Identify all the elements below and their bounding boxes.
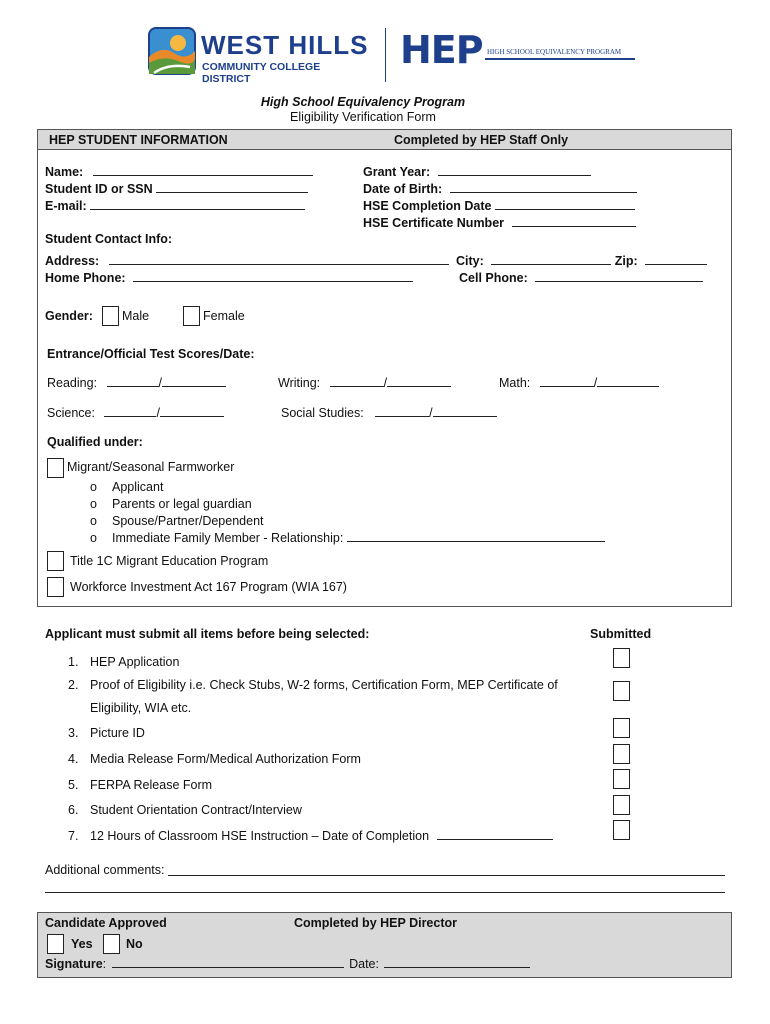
- name-label: Name:: [45, 165, 84, 179]
- social-studies-score-field[interactable]: [375, 416, 429, 417]
- qualified-heading: Qualified under:: [47, 435, 143, 449]
- hse-cert-field[interactable]: [512, 226, 636, 227]
- approved-no-checkbox[interactable]: [103, 934, 120, 954]
- dob-field[interactable]: [450, 192, 637, 193]
- submit-item: 6. Student Orientation Contract/Interview: [68, 803, 302, 817]
- contact-info-label: Student Contact Info:: [45, 232, 173, 246]
- gender-label: Gender:: [45, 309, 93, 323]
- approved-yes-checkbox[interactable]: [47, 934, 64, 954]
- address-field[interactable]: [109, 264, 449, 265]
- submitted-checkbox-3[interactable]: [613, 718, 630, 738]
- hep-logo: HEP: [400, 28, 483, 72]
- dob-label: Date of Birth:: [363, 182, 443, 196]
- science-slash: /: [156, 406, 160, 420]
- wia-label: Workforce Investment Act 167 Program (WIA 167): [70, 580, 347, 594]
- test-scores-heading: Entrance/Official Test Scores/Date:: [47, 347, 255, 361]
- home-phone-field[interactable]: [133, 281, 413, 282]
- hse-completion-field[interactable]: [495, 209, 635, 210]
- college-logo: [148, 27, 370, 85]
- comments-field-line-1[interactable]: [168, 875, 725, 876]
- student-info-header-label: HEP STUDENT INFORMATION: [49, 133, 228, 147]
- bullet: o: [90, 497, 97, 511]
- sub-item-parents: Parents or legal guardian: [112, 497, 252, 511]
- social-studies-slash: /: [429, 406, 433, 420]
- signature-label: Signature: [45, 957, 103, 971]
- comments-label: Additional comments:: [45, 863, 165, 877]
- signature-colon: :: [102, 957, 107, 971]
- migrant-checkbox[interactable]: [47, 458, 64, 478]
- writing-score-field[interactable]: [330, 386, 384, 387]
- science-score-field[interactable]: [104, 416, 156, 417]
- submit-item: 4. Media Release Form/Medical Authorization Form: [68, 752, 361, 766]
- gender-male-label: Male: [122, 309, 150, 323]
- hse-completion-label: HSE Completion Date: [363, 199, 492, 213]
- director-label: Completed by HEP Director: [294, 916, 458, 930]
- hep-tagline-rule: [485, 58, 635, 60]
- submitted-checkbox-7[interactable]: [613, 820, 630, 840]
- submitted-label: Submitted: [590, 627, 652, 641]
- student-info-header: [37, 129, 732, 150]
- home-phone-label: Home Phone:: [45, 271, 126, 285]
- approved-yes-label: Yes: [71, 937, 93, 951]
- hep-tagline: HIGH SCHOOL EQUIVALENCY PROGRAM: [487, 48, 622, 56]
- writing-date-field[interactable]: [387, 386, 451, 387]
- title1c-checkbox[interactable]: [47, 551, 64, 571]
- student-id-field[interactable]: [156, 192, 308, 193]
- submit-item: 1. HEP Application: [68, 655, 180, 669]
- sub-item-spouse: Spouse/Partner/Dependent: [112, 514, 264, 528]
- email-label: E-mail:: [45, 199, 87, 213]
- math-score-field[interactable]: [540, 386, 594, 387]
- gender-female-label: Female: [203, 309, 245, 323]
- sub-item-family-member: Immediate Family Member - Relationship:: [112, 531, 344, 545]
- gender-female-checkbox[interactable]: [183, 306, 200, 326]
- page-title: High School Equivalency Program: [260, 95, 466, 109]
- reading-date-field[interactable]: [162, 386, 226, 387]
- submitted-checkbox-5[interactable]: [613, 769, 630, 789]
- completion-date-field[interactable]: [437, 839, 553, 840]
- submitted-checkbox-4[interactable]: [613, 744, 630, 764]
- approved-no-label: No: [126, 937, 143, 951]
- migrant-label: Migrant/Seasonal Farmworker: [67, 460, 235, 474]
- college-district: COMMUNITY COLLEGE DISTRICT: [202, 61, 321, 85]
- approval-date-field[interactable]: [384, 967, 530, 968]
- cell-phone-label: Cell Phone:: [459, 271, 528, 285]
- comments-field-line-2[interactable]: [45, 892, 725, 893]
- math-label: Math:: [499, 376, 531, 390]
- staff-only-label: Completed by HEP Staff Only: [394, 133, 569, 147]
- submit-item: 3. Picture ID: [68, 726, 145, 740]
- signature-field[interactable]: [112, 967, 344, 968]
- reading-label: Reading:: [47, 376, 98, 390]
- grant-year-field[interactable]: [438, 175, 591, 176]
- submit-item: 5. FERPA Release Form: [68, 778, 213, 792]
- student-id-label: Student ID or SSN: [45, 182, 153, 196]
- grant-year-label: Grant Year:: [363, 165, 431, 179]
- social-studies-date-field[interactable]: [433, 416, 497, 417]
- bullet: o: [90, 531, 97, 545]
- science-date-field[interactable]: [160, 416, 224, 417]
- logo-divider: [385, 28, 386, 82]
- relationship-field[interactable]: [347, 541, 605, 542]
- submit-heading: Applicant must submit all items before being selected:: [45, 627, 370, 641]
- submit-item: 7. 12 Hours of Classroom HSE Instruction – Date of Completion: [68, 829, 553, 843]
- reading-slash: /: [158, 376, 163, 390]
- page-subtitle: Eligibility Verification Form: [290, 110, 436, 124]
- math-slash: /: [593, 376, 598, 390]
- submit-item-continued: Eligibility, WIA etc.: [90, 701, 192, 715]
- candidate-approved-label: Candidate Approved: [45, 916, 167, 930]
- cell-phone-field[interactable]: [535, 281, 703, 282]
- submit-item: 2. Proof of Eligibility i.e. Check Stubs, W-2 forms, Certification Form, MEP Certificate of: [68, 678, 558, 692]
- zip-label: Zip:: [614, 254, 638, 268]
- submitted-checkbox-2[interactable]: [613, 681, 630, 701]
- date-label: Date:: [349, 957, 379, 971]
- hse-cert-label: HSE Certificate Number: [363, 216, 505, 230]
- zip-field[interactable]: [645, 264, 707, 265]
- college-name: WEST HILLS: [201, 30, 369, 60]
- college-logo-emblem: [148, 27, 196, 75]
- bullet: o: [90, 514, 97, 528]
- gender-male-checkbox[interactable]: [102, 306, 119, 326]
- bullet: o: [90, 480, 97, 494]
- city-label: City:: [456, 254, 484, 268]
- wia-checkbox[interactable]: [47, 577, 64, 597]
- reading-score-field[interactable]: [107, 386, 159, 387]
- writing-label: Writing:: [278, 376, 321, 390]
- science-label: Science:: [47, 406, 95, 420]
- sub-item-applicant: Applicant: [112, 480, 164, 494]
- social-studies-label: Social Studies:: [281, 406, 364, 420]
- math-date-field[interactable]: [597, 386, 659, 387]
- submitted-checkbox-6[interactable]: [613, 795, 630, 815]
- writing-slash: /: [383, 376, 388, 390]
- submitted-checkbox-1[interactable]: [613, 648, 630, 668]
- name-field[interactable]: [93, 175, 313, 176]
- email-field[interactable]: [90, 209, 305, 210]
- city-field[interactable]: [491, 264, 611, 265]
- address-label: Address:: [45, 254, 100, 268]
- title1c-label: Title 1C Migrant Education Program: [70, 554, 269, 568]
